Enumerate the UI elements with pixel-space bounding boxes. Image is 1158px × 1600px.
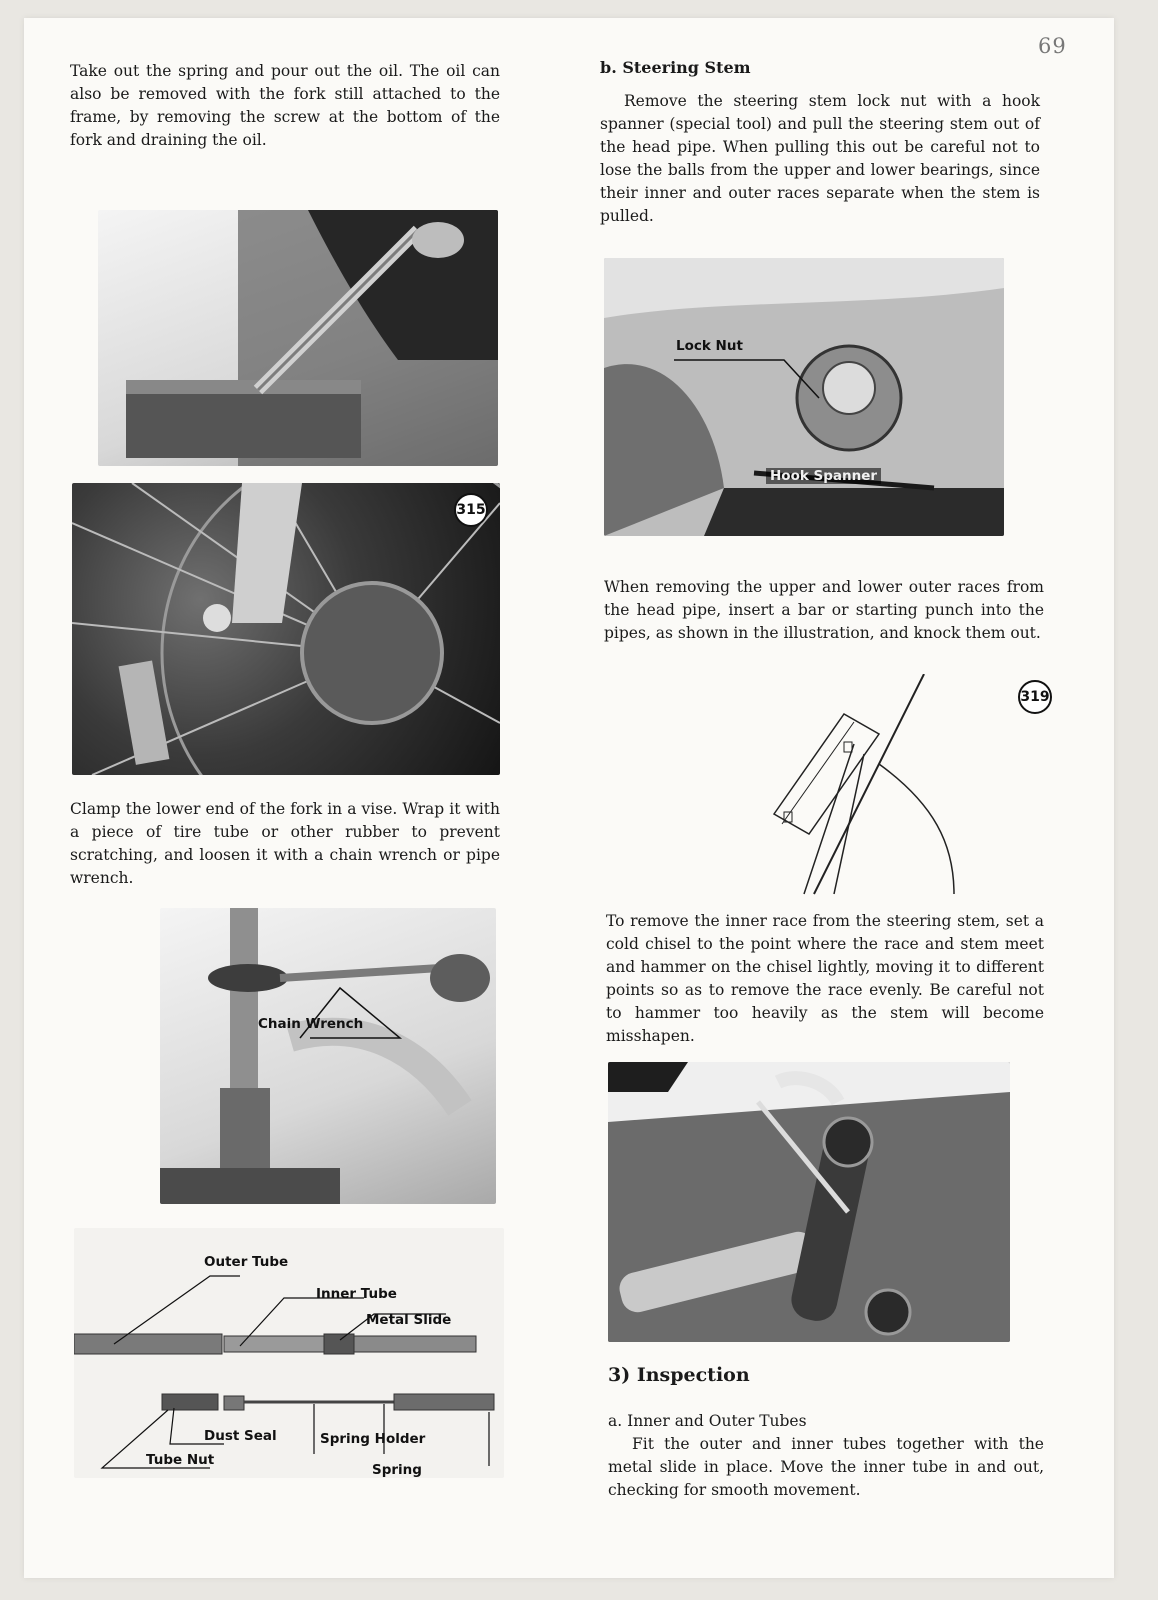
outer-tube-label: Outer Tube bbox=[204, 1254, 289, 1270]
fork-parts-diagram bbox=[74, 1228, 504, 1478]
lock-nut-illustration bbox=[604, 258, 1004, 536]
spring-holder-label: Spring Holder bbox=[320, 1431, 426, 1447]
oil-drain-illustration bbox=[98, 210, 498, 466]
wheel-spokes-illustration bbox=[72, 483, 500, 775]
dust-seal-label: Dust Seal bbox=[204, 1428, 277, 1444]
chain-wrench-label: Chain Wrench bbox=[258, 1016, 364, 1032]
outer-race-drawing bbox=[704, 674, 1064, 904]
oil-drain-paragraph: Take out the spring and pour out the oil. The oil can also be removed with the fork still attached to the frame, by removing the screw at the bottom of the fork and draining the oil. bbox=[70, 62, 500, 149]
vise-paragraph: Clamp the lower end of the fork in a vise. Wrap it with a piece of tire tube or other rubber to prevent scratching, and loosen it with a chain wrench or pipe wrench. bbox=[70, 800, 500, 887]
hook-spanner-label: Hook Spanner bbox=[766, 468, 881, 484]
fork-bottom-photo bbox=[72, 483, 500, 775]
oil-drain-photo bbox=[98, 210, 498, 466]
lock-nut-photo bbox=[604, 258, 1004, 536]
chain-wrench-illustration bbox=[160, 908, 496, 1204]
outer-races-paragraph: When removing the upper and lower outer races from the head pipe, insert a bar or starting punch into the pipes, as shown in the illustration, and knock them out. bbox=[604, 578, 1044, 642]
steering-stem-paragraph: Remove the steering stem lock nut with a hook spanner (special tool) and pull the steering stem out of the head pipe. When pulling this out be careful not to lose the balls from the upper and lower bearings, since their inner and outer races separate when the stem is pulled. bbox=[600, 92, 1040, 225]
cold-chisel-illustration bbox=[608, 1062, 1010, 1342]
steering-stem-heading: b. Steering Stem bbox=[600, 58, 751, 77]
figure-315-badge: 315 bbox=[454, 493, 488, 527]
outer-race-illustration bbox=[704, 674, 1064, 904]
inner-tube-label: Inner Tube bbox=[316, 1286, 397, 1302]
tubes-subheading: a. Inner and Outer Tubes bbox=[608, 1412, 807, 1430]
figure-319-badge: 319 bbox=[1018, 680, 1052, 714]
inspection-heading: 3) Inspection bbox=[608, 1364, 750, 1386]
tubes-paragraph: Fit the outer and inner tubes together with the metal slide in place. Move the inner tube in and out, checking for smooth movement. bbox=[608, 1435, 1044, 1499]
cold-chisel-photo bbox=[608, 1062, 1010, 1342]
inner-race-paragraph: To remove the inner race from the steering stem, set a cold chisel to the point where the race and stem meet and hammer on the chisel lightly, moving it to different points so as to remove the race evenly. Be careful not to hammer too heavily as the stem will become misshapen. bbox=[606, 912, 1044, 1045]
chain-wrench-photo bbox=[160, 908, 496, 1204]
lock-nut-label: Lock Nut bbox=[676, 338, 743, 354]
metal-slide-label: Metal Slide bbox=[366, 1312, 452, 1328]
fork-parts-illustration bbox=[74, 1228, 504, 1478]
page-number: 69 bbox=[1038, 34, 1067, 58]
spring-label: Spring bbox=[372, 1462, 422, 1478]
manual-page bbox=[24, 18, 1114, 1578]
tube-nut-label: Tube Nut bbox=[146, 1452, 215, 1468]
